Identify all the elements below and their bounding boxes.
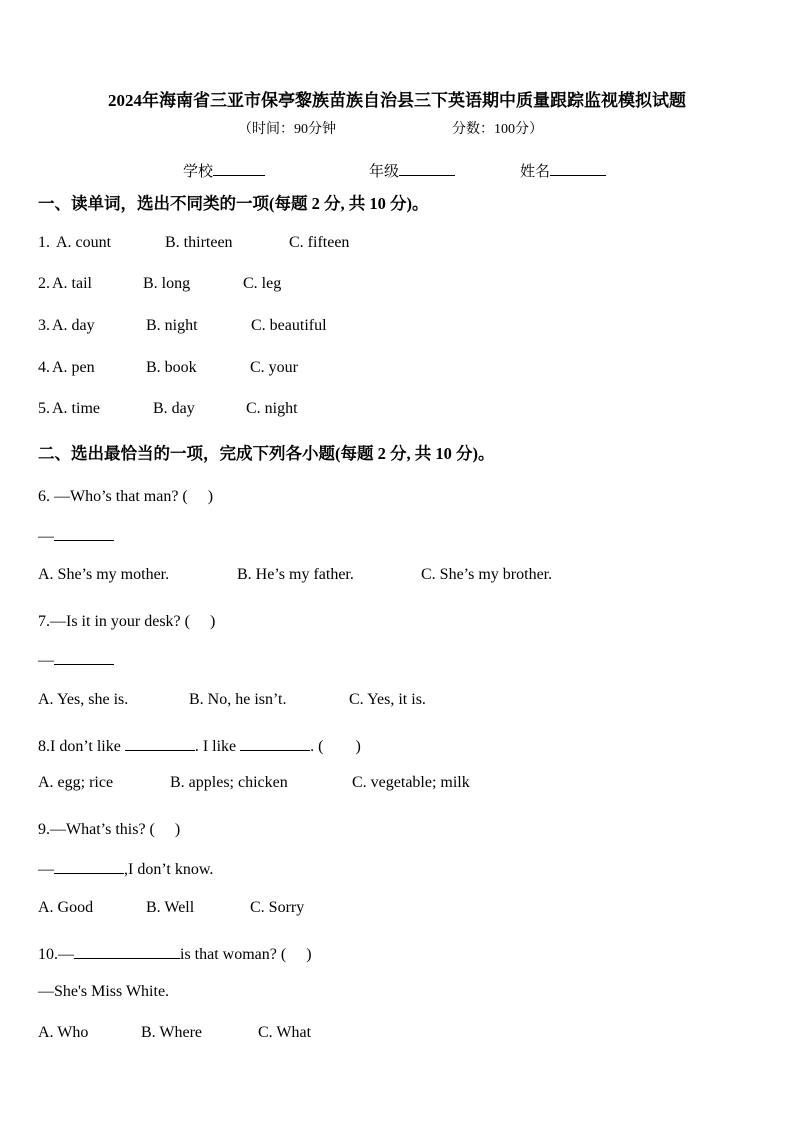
q5-option-a: A. time xyxy=(52,400,100,417)
question-number: 2. xyxy=(38,275,50,292)
q2-option-c: C. leg xyxy=(243,275,282,292)
q7-blank[interactable] xyxy=(54,649,114,665)
question-6-answer xyxy=(38,525,114,546)
dash: — xyxy=(38,652,54,669)
q4-option-b: B. book xyxy=(146,359,197,376)
q9-option-c: C. Sorry xyxy=(250,899,305,916)
q8-option-c: C. vegetable; milk xyxy=(352,774,470,791)
q2-option-b: B. long xyxy=(143,275,191,292)
question-5 xyxy=(38,400,50,418)
question-4 xyxy=(38,359,50,377)
q10-blank[interactable] xyxy=(74,943,180,959)
q8-blank-1[interactable] xyxy=(125,735,195,751)
grade-field[interactable] xyxy=(369,160,455,181)
q8-blank-2[interactable] xyxy=(240,735,310,751)
q6-option-a: A. She’s my mother. xyxy=(38,566,170,583)
question-3 xyxy=(38,317,50,335)
grade-label: 年级 xyxy=(369,164,400,180)
school-blank[interactable] xyxy=(213,160,265,176)
school-label: 学校 xyxy=(183,164,214,180)
q8-option-b: B. apples; chicken xyxy=(170,774,288,791)
q6-option-b: B. He’s my father. xyxy=(237,566,354,583)
section-1-title: 一、读单词，选出不同类的一项(每题 2 分, 共 10 分)。 xyxy=(38,194,429,213)
q5-option-c: C. night xyxy=(246,400,298,417)
question-number: 5. xyxy=(38,400,50,417)
name-label: 姓名 xyxy=(520,164,551,180)
dash: — xyxy=(38,528,54,545)
q10-option-a: A. Who xyxy=(38,1024,89,1041)
q4-option-a: A. pen xyxy=(52,359,95,376)
q6-blank[interactable] xyxy=(54,525,114,541)
q5-option-b: B. day xyxy=(153,400,195,417)
q1-option-a: A. count xyxy=(56,234,112,251)
question-8-stem: 8.I don’t like . I like . ( ) xyxy=(38,733,361,756)
question-1 xyxy=(38,234,50,252)
question-9-answer: — ,I don’t know. xyxy=(38,858,213,879)
q7-option-a: A. Yes, she is. xyxy=(38,691,129,708)
question-2 xyxy=(38,275,50,293)
exam-time: （时间：90分钟 xyxy=(238,122,336,137)
name-field[interactable] xyxy=(520,160,606,181)
question-number: 1. xyxy=(38,234,50,251)
section-2-title: 二、选出最恰当的一项，完成下列各小题(每题 2 分, 共 10 分)。 xyxy=(38,444,495,463)
q7-option-b: B. No, he isn’t. xyxy=(189,691,287,708)
q10-option-c: C. What xyxy=(258,1024,312,1041)
dash: — xyxy=(38,861,54,878)
q1-option-c: C. fifteen xyxy=(289,234,350,251)
name-blank[interactable] xyxy=(550,160,606,176)
exam-score: 分数：100分） xyxy=(452,122,543,137)
q3-option-a: A. day xyxy=(52,317,95,334)
q7-option-c: C. Yes, it is. xyxy=(349,691,426,708)
question-9-stem: 9.—What’s this? ( ) xyxy=(38,821,181,838)
q4-option-c: C. your xyxy=(250,359,298,376)
q10-option-b: B. Where xyxy=(141,1024,203,1041)
grade-blank[interactable] xyxy=(399,160,455,176)
question-number: 4. xyxy=(38,359,50,376)
q3-option-b: B. night xyxy=(146,317,198,334)
question-7-stem: 7.—Is it in your desk? ( ) xyxy=(38,613,216,630)
question-number: 3. xyxy=(38,317,50,334)
question-10-reply: —She's Miss White. xyxy=(38,983,170,1000)
question-7-answer xyxy=(38,649,114,670)
question-10-stem: 10.— is that woman? ( ) xyxy=(38,941,312,964)
q3-option-c: C. beautiful xyxy=(251,317,327,334)
page-title: 2024年海南省三亚市保亭黎族苗族自治县三下英语期中质量跟踪监视模拟试题 xyxy=(108,91,686,110)
q9-option-b: B. Well xyxy=(146,899,195,916)
q1-option-b: B. thirteen xyxy=(165,234,233,251)
q8-option-a: A. egg; rice xyxy=(38,774,114,791)
question-6-stem: 6. —Who’s that man? ( ) xyxy=(38,488,214,505)
school-field[interactable] xyxy=(183,160,265,181)
q9-option-a: A. Good xyxy=(38,899,94,916)
q9-blank[interactable] xyxy=(54,858,124,874)
q2-option-a: A. tail xyxy=(52,275,92,292)
q6-option-c: C. She’s my brother. xyxy=(421,566,553,583)
